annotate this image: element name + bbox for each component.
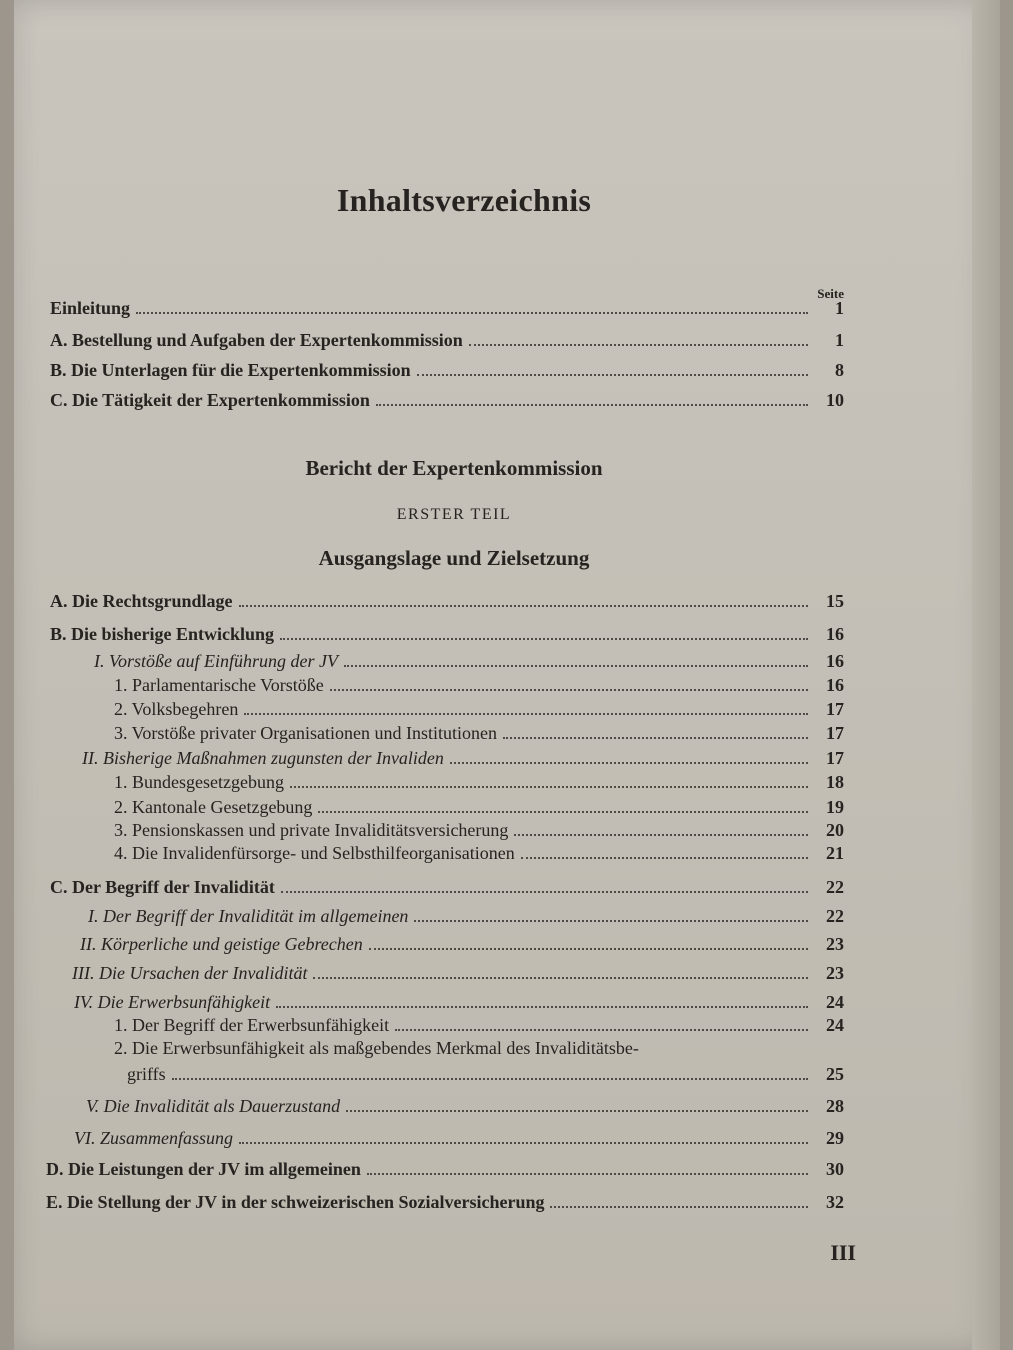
toc-entry: 1. Parlamentarische Vorstöße 16 bbox=[114, 675, 844, 695]
toc-entry: D. Die Leistungen der JV im allgemeinen 30 bbox=[46, 1159, 844, 1179]
toc-entry: V. Die Invalidität als Dauerzustand 28 bbox=[86, 1096, 844, 1116]
toc-entry: I. Vorstöße auf Einführung der JV 16 bbox=[94, 651, 844, 671]
toc-entry: I. Der Begriff der Invalidität im allgemeinen 22 bbox=[88, 906, 844, 926]
toc-entry-continuation: griffs 25 bbox=[127, 1064, 844, 1084]
toc-entry: II. Bisherige Maßnahmen zugunsten der Invaliden 17 bbox=[82, 748, 844, 768]
toc-entry: 1. Bundesgesetzgebung 18 bbox=[114, 772, 844, 792]
toc-entry-intro-b: B. Die Unterlagen für die Expertenkommission 8 bbox=[50, 360, 844, 380]
toc-entry-intro-a: A. Bestellung und Aufgaben der Expertenkommission 1 bbox=[50, 330, 844, 350]
toc-entry-intro-c: C. Die Tätigkeit der Expertenkommission 10 bbox=[50, 390, 844, 410]
seite-column-header: Seite bbox=[817, 286, 844, 301]
toc-entry: 3. Vorstöße privater Organisationen und Institutionen 17 bbox=[114, 723, 844, 743]
book-page bbox=[14, 0, 1000, 1350]
toc-entry: B. Die bisherige Entwicklung 16 bbox=[50, 624, 844, 644]
part-title: Ausgangslage und Zielsetzung bbox=[318, 546, 590, 570]
section-heading-bericht: Bericht der Expertenkommission bbox=[305, 456, 603, 480]
toc-entry: IV. Die Erwerbsunfähigkeit 24 bbox=[74, 992, 844, 1012]
toc-entry-einleitung: Einleitung 1 bbox=[50, 298, 844, 318]
toc-entry: II. Körperliche und geistige Gebrechen 23 bbox=[80, 934, 844, 954]
toc-entry: 2. Volksbegehren 17 bbox=[114, 699, 844, 719]
toc-entry: 2. Kantonale Gesetzgebung 19 bbox=[114, 797, 844, 817]
toc-entry: 1. Der Begriff der Erwerbsunfähigkeit 24 bbox=[114, 1015, 844, 1035]
part-heading: ERSTER TEIL bbox=[396, 506, 512, 523]
page-edge-shadow bbox=[972, 0, 1000, 1350]
page-title: Inhaltsverzeichnis bbox=[336, 182, 592, 218]
toc-entry: 4. Die Invalidenfürsorge- und Selbsthilfeorganisationen 21 bbox=[114, 843, 844, 863]
toc-entry: VI. Zusammenfassung 29 bbox=[74, 1128, 844, 1148]
toc-entry: III. Die Ursachen der Invalidität 23 bbox=[72, 963, 844, 983]
toc-entry: E. Die Stellung der JV in der schweizerischen Sozialversicherung 32 bbox=[46, 1192, 844, 1212]
toc-entry: 3. Pensionskassen und private Invaliditätsversicherung 20 bbox=[114, 820, 844, 840]
toc-entry: C. Der Begriff der Invalidität 22 bbox=[50, 877, 844, 897]
toc-entry-wrapped: 2. Die Erwerbsunfähigkeit als maßgebendes Merkmal des Invaliditätsbe- bbox=[114, 1038, 639, 1058]
toc-entry: A. Die Rechtsgrundlage 15 bbox=[50, 591, 844, 611]
page-number: III bbox=[830, 1240, 856, 1265]
